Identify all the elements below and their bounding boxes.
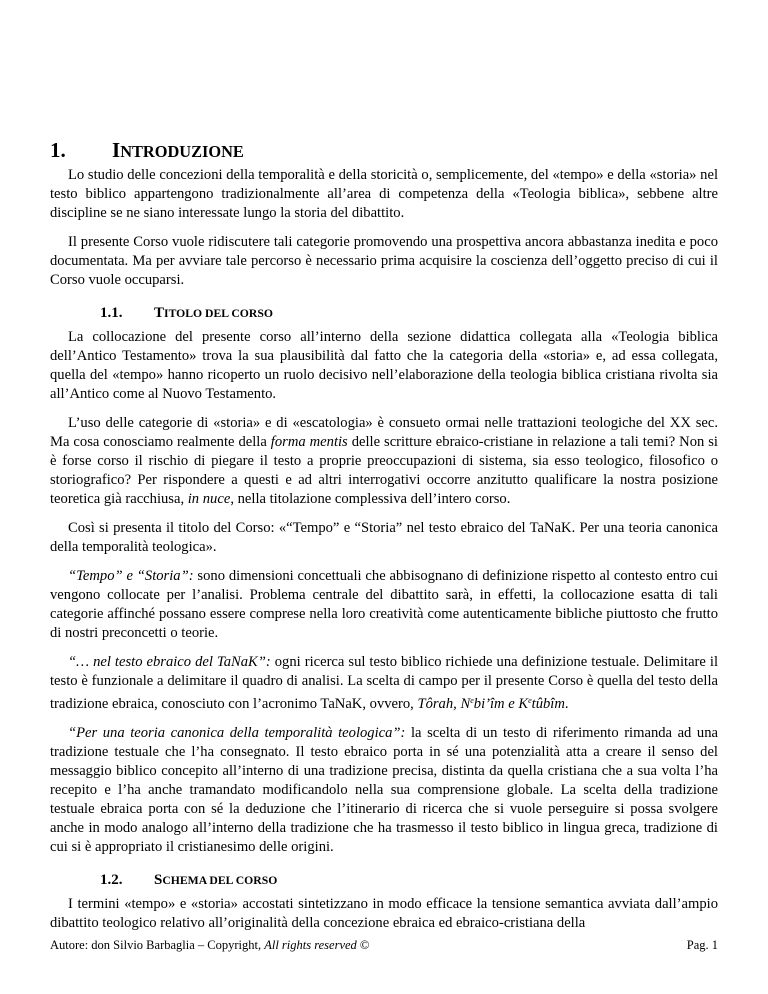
chapter-heading xyxy=(50,138,718,164)
section-heading-schema xyxy=(50,872,718,892)
section1-paragraph-2: L’uso delle categorie di «storia» e di «escatologia» è consueto ormai nelle trattazioni teologiche del XX sec. Ma cosa conosciamo realmente della forma mentis delle scritture ebraico-cristiane in relazione a tali temi? Non si è forse corso il rischio di piegare il testo a proprie preoccupazioni di sistema, sia esso teologico, filosofico o storiografico? Per rispondere a questi e ad altri interrogativi occorre anzitutto qualificare la nostra posizione teoretica già racchiusa, in nuce, nella titolazione complessiva dell’intero corso. xyxy=(50,415,718,507)
chapter-number: 1. xyxy=(50,138,66,162)
section-title: SCHEMA DEL CORSO xyxy=(154,871,278,888)
section1-paragraph-3: Così si presenta il titolo del Corso: «“Tempo” e “Storia” nel testo ebraico del TaNaK. Per una teoria canonica della temporalità teologica». xyxy=(50,520,718,555)
intro-paragraph-2: Il presente Corso vuole ridiscutere tali categorie promovendo una prospettiva ancora abbastanza inedita e poco documentata. Ma per avviare tale percorso è necessario prima acquisire la coscienza dell’oggetto preciso di cui il Corso vuole occuparsi. xyxy=(50,234,718,288)
section1-paragraph-1: La collocazione del presente corso all’interno della sezione didattica collegata alla «Teologia biblica dell’Antico Testamento» trova la sua plausibilità dal fatto che la categoria della «storia» e, ad essa collegata, quella del «tempo» hanno ricoperto un ruolo decisivo nell’elaborazione della teologia biblica cristiana rivolta sia all’Antico come al Nuovo Testamento. xyxy=(50,329,718,402)
section-number: 1.2. xyxy=(100,871,123,888)
footer-author: Autore: don Silvio Barbaglia – Copyright, All rights reserved © xyxy=(50,938,370,952)
page-number: Pag. 1 xyxy=(686,938,718,952)
document-page xyxy=(50,138,718,933)
section1-paragraph-6: “Per una teoria canonica della temporalità teologica”: la scelta di un testo di riferimento rimanda ad una tradizione testuale che l’ha consegnato. Il testo ebraico porta in sé una potenzialità atta a creare il senso del messaggio biblico concepito all’interno di una tradizione precisa, distinta da quella cristiana che a sua volta l’ha recepito e l’ha anche tramandato modificandolo nella sua comprensione globale. La scelta della tradizione testuale ebraica porta con sé la deduzione che l’itinerario di ricerca che si vuole perseguire si possa svolgere anche in modo analogo all’interno della tradizione che ha trasmesso il testo biblico in lingua greca, tradizione di cui si è appropriato il cristianesimo delle origini. xyxy=(50,724,718,855)
section2-paragraph-1: I termini «tempo» e «storia» accostati sintetizzano in modo efficace la tensione semantica avviata dall’ampio dibattito teologico relativo all’originalità della concezione ebraica ed ebraico-cristiana della xyxy=(50,895,718,931)
section-title: TITOLO DEL CORSO xyxy=(154,305,273,321)
section-number: 1.1. xyxy=(100,305,123,321)
page-footer xyxy=(50,938,718,953)
section1-paragraph-4: “Tempo” e “Storia”: sono dimensioni concettuali che abbisognano di definizione rispetto al contesto entro cui vengono collocate per l’analisi. Problema centrale del dibattito sarà, in effetti, la collocazione esatta di tali categorie affinché possano essere comprese nella loro creatività come autenticamente bibliche piuttosto che frutto di nostri preconcetti o teorie. xyxy=(50,568,718,641)
intro-paragraph-1: Lo studio delle concezioni della temporalità e della storicità o, semplicemente, del «tempo» e della «storia» nel testo biblico appartengono tradizionalmente all’area di competenza della «Teologia biblica», sebbene altre discipline se ne siano interessate lungo la storia del dibattito. xyxy=(50,167,718,221)
section-heading-title xyxy=(50,305,718,325)
chapter-title: INTRODUZIONE xyxy=(112,138,244,162)
section1-paragraph-5: “… nel testo ebraico del TaNaK”: ogni ricerca sul testo biblico richiede una definizione testuale. Delimitare il testo è funzionale a delimitare il quadro di analisi. La scelta di campo per il presente Corso è quella del testo della tradizione ebraica, conosciuto con l’acronimo TaNaK, ovvero, Tôrah, $N^ebi’îm$ e $K^etûbîm$. xyxy=(50,654,719,712)
